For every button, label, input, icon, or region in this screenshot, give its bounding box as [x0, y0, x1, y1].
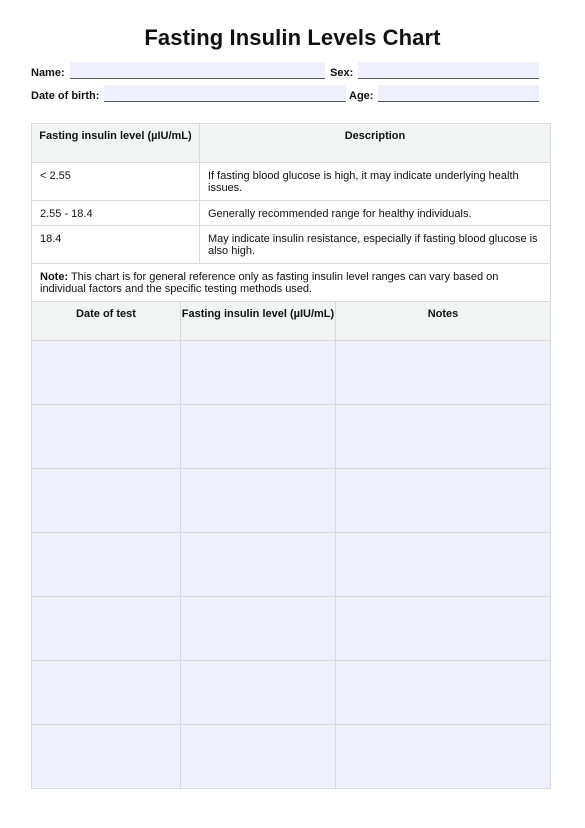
level-description: Generally recommended range for healthy individuals.: [200, 201, 551, 226]
notes-cell[interactable]: [336, 725, 551, 789]
level-cell[interactable]: [181, 661, 336, 725]
dob-label: Date of birth:: [31, 90, 100, 102]
notes-cell[interactable]: [336, 597, 551, 661]
date-cell[interactable]: [32, 725, 181, 789]
log-header-date: Date of test: [32, 302, 181, 341]
notes-cell[interactable]: [336, 661, 551, 725]
level-value: < 2.55: [32, 163, 200, 201]
notes-cell[interactable]: [336, 405, 551, 469]
level-cell[interactable]: [181, 533, 336, 597]
log-row: [32, 661, 551, 725]
log-row: [32, 533, 551, 597]
log-row: [32, 405, 551, 469]
log-table: [31, 301, 551, 789]
level-cell[interactable]: [181, 597, 336, 661]
note-text: This chart is for general reference only as fasting insulin level ranges can vary based on individual factors and the specific testing methods used.: [40, 271, 499, 295]
name-label: Name:: [31, 67, 65, 79]
date-cell[interactable]: [32, 661, 181, 725]
age-field[interactable]: [378, 85, 539, 102]
note-label: Note:: [40, 271, 69, 283]
log-row: [32, 469, 551, 533]
level-cell[interactable]: [181, 405, 336, 469]
name-field[interactable]: [70, 62, 325, 79]
notes-cell[interactable]: [336, 533, 551, 597]
level-description: If fasting blood glucose is high, it may indicate underlying health issues.: [200, 163, 551, 201]
reference-row: [32, 163, 551, 201]
log-row: [32, 725, 551, 789]
date-cell[interactable]: [32, 469, 181, 533]
date-cell[interactable]: [32, 533, 181, 597]
level-cell[interactable]: [181, 725, 336, 789]
notes-cell[interactable]: [336, 469, 551, 533]
reference-header-level: Fasting insulin level (µIU/mL): [32, 124, 200, 163]
date-cell[interactable]: [32, 341, 181, 405]
date-cell[interactable]: [32, 405, 181, 469]
reference-row: [32, 226, 551, 264]
reference-row: [32, 201, 551, 226]
sex-field[interactable]: [358, 62, 539, 79]
level-cell[interactable]: [181, 469, 336, 533]
reference-table: [31, 123, 551, 302]
log-row: [32, 341, 551, 405]
level-description: May indicate insulin resistance, especially if fasting blood glucose is also high.: [200, 226, 551, 264]
level-value: 18.4: [32, 226, 200, 264]
level-cell[interactable]: [181, 341, 336, 405]
notes-cell[interactable]: [336, 341, 551, 405]
log-header-level: Fasting insulin level (µIU/mL): [181, 302, 336, 341]
sex-label: Sex:: [330, 67, 354, 79]
note: [32, 264, 551, 302]
age-label: Age:: [349, 90, 374, 102]
log-header-notes: Notes: [336, 302, 551, 341]
dob-field[interactable]: [104, 85, 346, 102]
date-cell[interactable]: [32, 597, 181, 661]
page-title: Fasting Insulin Levels Chart: [144, 25, 441, 50]
reference-header-description: Description: [200, 124, 551, 163]
level-value: 2.55 - 18.4: [32, 201, 200, 226]
log-row: [32, 597, 551, 661]
